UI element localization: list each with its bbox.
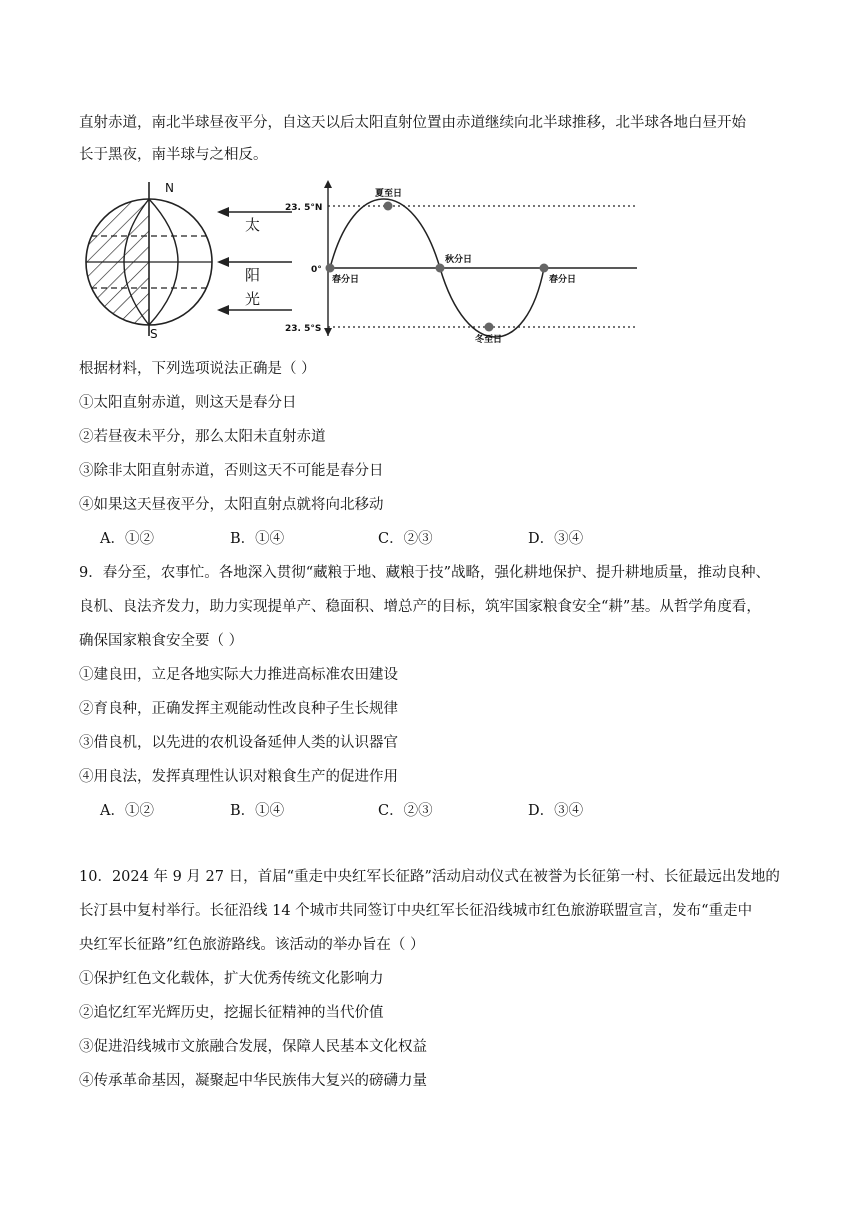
sunlight-arrows: [217, 207, 292, 315]
point-autumn-equinox: [436, 264, 445, 273]
q8-item-4: ④如果这天昼夜平分，太阳直射点就将向北移动: [79, 497, 384, 513]
q10-item-3: ③促进沿线城市文旅融合发展，保障人民基本文化权益: [79, 1039, 427, 1055]
q9-item-4: ④用良法，发挥真理性认识对粮食生产的促进作用: [79, 769, 398, 785]
q8-intro-line-2: 长于黑夜，南半球与之相反。: [79, 147, 268, 163]
label-winter: 冬至日: [475, 335, 503, 345]
label-spring-2: 春分日: [549, 275, 577, 285]
point-winter-solstice: [485, 323, 494, 332]
q10-line-1: 10．2024 年 9 月 27 日，首届“重走中央红军长征路”活动启动仪式在被誉为长征第一村、长征最远出发地的: [79, 869, 780, 885]
q10-item-1: ①保护红色文化载体，扩大优秀传统文化影响力: [79, 971, 384, 987]
globe-north-label: N: [165, 181, 174, 195]
q9-option-a[interactable]: A．①②: [100, 803, 154, 819]
q9-line-1: 9．春分至，农事忙。各地深入贯彻“藏粮于地、藏粮于技”战略，强化耕地保护、提升耕地质量，推动良种、: [79, 565, 771, 581]
q9-item-2: ②育良种，正确发挥主观能动性改良种子生长规律: [79, 701, 398, 717]
label-autumn: 秋分日: [445, 255, 473, 265]
label-summer: 夏至日: [375, 189, 403, 199]
q9-item-1: ①建良田，立足各地实际大力推进高标准农田建设: [79, 667, 398, 683]
q9-line-2: 良机、良法齐发力，助力实现提单产、稳面积、增总产的目标，筑牢国家粮食安全“耕”基。从哲学角度看，: [79, 599, 761, 615]
q9-option-c[interactable]: C．②③: [378, 803, 433, 819]
q8-option-c[interactable]: C．②③: [378, 531, 433, 547]
q9-line-3: 确保国家粮食安全要（ ）: [79, 633, 244, 649]
subsolar-graph: [285, 180, 637, 345]
q10-item-2: ②追忆红军光辉历史，挖掘长征精神的当代价值: [79, 1005, 384, 1021]
point-spring-equinox-1: [326, 264, 335, 273]
sun-char-2: 阳: [245, 266, 261, 284]
y-label-zero: 0°: [311, 265, 322, 275]
q8-intro-line-1: 直射赤道，南北半球昼夜平分，自这天以后太阳直射位置由赤道继续向北半球推移，北半球各地白昼开始: [79, 115, 746, 131]
q10-line-3: 央红军长征路”红色旅游路线。该活动的举办旨在（ ）: [79, 937, 425, 953]
q9-option-b[interactable]: B．①④: [230, 803, 285, 819]
globe-diagram: [79, 176, 212, 346]
q9-option-d[interactable]: D．③④: [528, 803, 584, 819]
y-label-north: 23. 5°N: [285, 203, 323, 213]
q10-item-4: ④传承革命基因，凝聚起中华民族伟大复兴的磅礴力量: [79, 1073, 427, 1089]
solar-figure: [79, 176, 649, 346]
globe-south-label: S: [150, 327, 158, 341]
q8-item-3: ③除非太阳直射赤道，否则这天不可能是春分日: [79, 463, 384, 479]
point-spring-equinox-2: [540, 264, 549, 273]
q8-item-1: ①太阳直射赤道，则这天是春分日: [79, 395, 297, 411]
sun-char-3: 光: [245, 290, 261, 308]
q8-option-b[interactable]: B．①④: [230, 531, 285, 547]
q8-option-a[interactable]: A．①②: [100, 531, 154, 547]
label-spring-1: 春分日: [332, 275, 360, 285]
q8-item-2: ②若昼夜未平分，那么太阳未直射赤道: [79, 429, 326, 445]
q10-line-2: 长汀县中复村举行。长征沿线 14 个城市共同签订中央红军长征沿线城市红色旅游联盟宣言，发布“重走中: [79, 903, 753, 919]
q8-stem: 根据材料，下列选项说法正确是（ ）: [79, 361, 316, 377]
night-hatch: [79, 176, 149, 346]
point-summer-solstice: [384, 202, 393, 211]
q9-item-3: ③借良机，以先进的农机设备延伸人类的认识器官: [79, 735, 398, 751]
y-label-south: 23. 5°S: [285, 324, 322, 334]
q8-option-d[interactable]: D．③④: [528, 531, 584, 547]
sun-char-1: 太: [245, 216, 261, 234]
